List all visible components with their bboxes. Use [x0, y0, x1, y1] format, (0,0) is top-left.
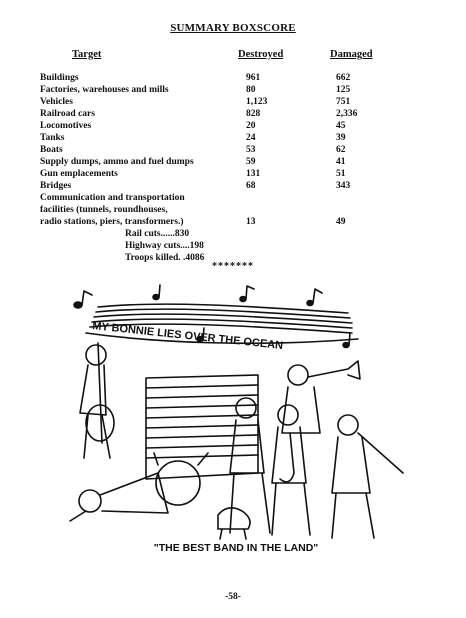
destroyed-cell: 131 — [246, 169, 261, 179]
target-cell: Railroad cars — [40, 109, 95, 119]
page-number: -58- — [225, 592, 241, 602]
bass-player-drawing — [80, 343, 114, 458]
trumpet-player-drawing — [282, 361, 360, 433]
destroyed-cell: 20 — [246, 121, 256, 131]
target-cell: Vehicles — [40, 97, 73, 107]
header-target: Target — [72, 49, 102, 60]
table-row — [0, 192, 466, 204]
pianist-drawing — [230, 398, 270, 533]
damaged-cell: 62 — [336, 145, 346, 155]
destroyed-cell: 80 — [246, 85, 256, 95]
target-cell: Tanks — [40, 133, 65, 143]
destroyed-cell: 828 — [246, 109, 261, 119]
header-damaged: Damaged — [330, 49, 373, 60]
destroyed-cell: 24 — [246, 133, 256, 143]
table-row — [0, 180, 466, 192]
table-row — [0, 72, 466, 84]
fallen-man-drawing — [70, 473, 168, 521]
destroyed-cell: 1,123 — [246, 97, 268, 107]
damaged-cell: 125 — [336, 85, 351, 95]
table-row — [0, 144, 466, 156]
banner-text: MY BONNIE LIES OVER THE OCEAN — [91, 320, 284, 353]
page-title: SUMMARY BOXSCORE — [170, 22, 296, 34]
illustration-caption: "THE BEST BAND IN THE LAND" — [153, 542, 319, 554]
damaged-cell: 49 — [336, 217, 346, 227]
music-note-icon — [153, 285, 160, 300]
music-note-icon — [307, 289, 322, 306]
band-illustration — [58, 283, 414, 558]
header-destroyed: Destroyed — [238, 49, 284, 60]
music-note-icon — [240, 286, 254, 302]
separator-stars: ******* — [212, 261, 254, 272]
destroyed-cell: 59 — [246, 157, 256, 167]
destroyed-cell: 961 — [246, 73, 261, 83]
damaged-cell: 51 — [336, 169, 346, 179]
music-note-icon — [74, 291, 92, 308]
table-row — [0, 84, 466, 96]
damaged-cell: 39 — [336, 133, 346, 143]
destroyed-cell: 53 — [246, 145, 256, 155]
target-cell: Communication and transportation — [40, 193, 185, 203]
target-cell: radio stations, piers, transformers.) — [40, 217, 184, 227]
damaged-cell: 45 — [336, 121, 346, 131]
damaged-cell: 751 — [336, 97, 351, 107]
damaged-cell: 662 — [336, 73, 351, 83]
target-cell: Buildings — [40, 73, 79, 83]
destroyed-cell: 13 — [246, 217, 256, 227]
target-cell: Gun emplacements — [40, 169, 118, 179]
target-cell: Locomotives — [40, 121, 92, 131]
sax-player-drawing — [272, 405, 310, 535]
drum-drawing — [154, 453, 208, 505]
clarinet-player-drawing — [332, 415, 403, 538]
highway-cuts-line: Highway cuts....198 — [125, 241, 204, 251]
rail-cuts-line: Rail cuts......830 — [125, 229, 190, 239]
piano-drawing — [146, 375, 258, 479]
table-row — [0, 108, 466, 120]
damaged-cell: 2,336 — [336, 109, 358, 119]
damaged-cell: 41 — [336, 157, 346, 167]
table-row — [0, 156, 466, 168]
target-cell: facilities (tunnels, roundhouses, — [40, 205, 168, 215]
damaged-cell: 343 — [336, 181, 351, 191]
table-row — [0, 120, 466, 132]
table-row — [0, 216, 466, 228]
target-cell: Factories, warehouses and mills — [40, 85, 169, 95]
table-row — [0, 96, 466, 108]
target-cell: Supply dumps, ammo and fuel dumps — [40, 157, 194, 167]
table-row — [0, 168, 466, 180]
troops-killed-line: Troops killed. .4086 — [125, 253, 205, 263]
target-cell: Bridges — [40, 181, 72, 191]
dog-drawing — [218, 508, 250, 539]
table-row — [0, 132, 466, 144]
table-row — [0, 204, 466, 216]
target-cell: Boats — [40, 145, 63, 155]
destroyed-cell: 68 — [246, 181, 256, 191]
